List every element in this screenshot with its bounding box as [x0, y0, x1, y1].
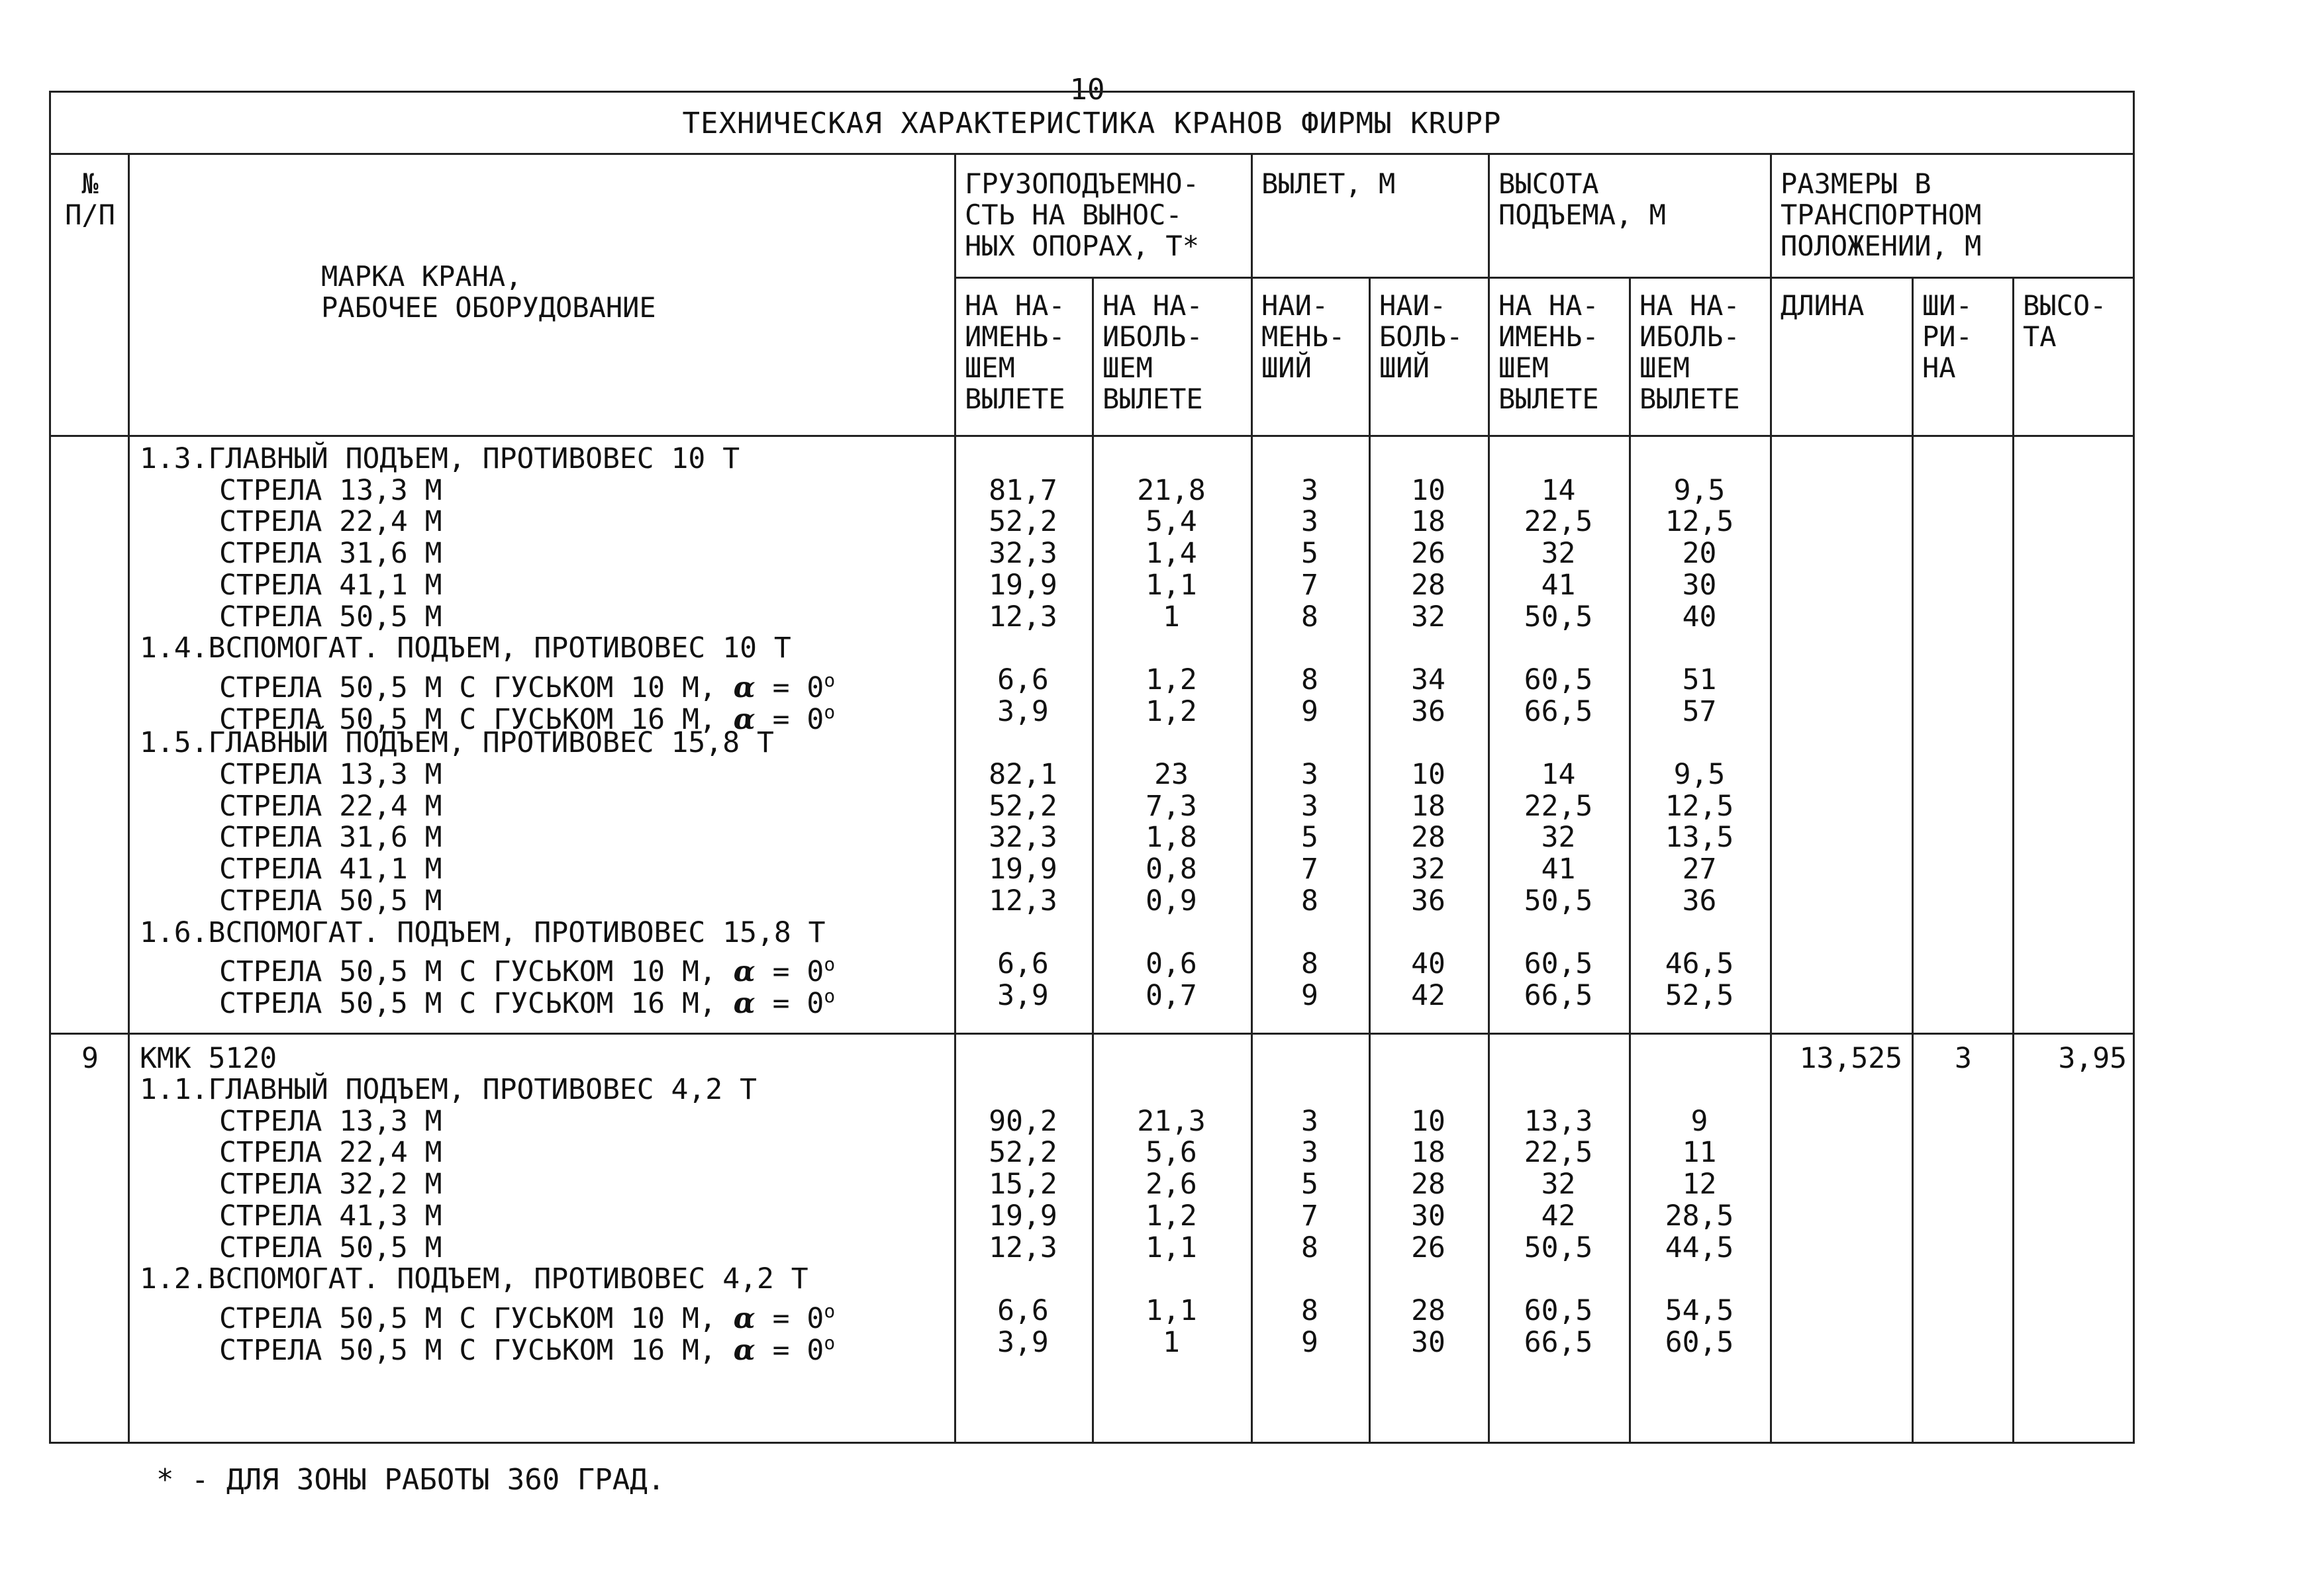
header-cap-max: НА НА- ИБОЛЬ- ШЕМ ВЫЛЕТЕ: [1102, 289, 1203, 415]
table-cell: 19,9: [989, 568, 1057, 602]
angle-value: = 0: [772, 671, 824, 704]
row-label: СТРЕЛА 31,6 М: [219, 537, 442, 571]
table-cell: 9: [1301, 978, 1318, 1012]
table-cell: 7,3: [1146, 789, 1197, 823]
page-number: 10: [1048, 71, 1127, 109]
header-dims: РАЗМЕРЫ В ТРАНСПОРТНОМ ПОЛОЖЕНИИ, М: [1781, 167, 1982, 262]
row-label: СТРЕЛА 50,5 М: [219, 1231, 442, 1264]
table-cell: 7: [1301, 568, 1318, 602]
table-title: ТЕХНИЧЕСКАЯ ХАРАКТЕРИСТИКА КРАНОВ ФИРМЫ KRUPP: [51, 93, 2133, 155]
table-cell: 3: [1301, 473, 1318, 507]
table-row: [140, 538, 442, 570]
table-cell: 22,5: [1524, 789, 1593, 823]
spec-table: [49, 91, 2135, 1444]
table-cell: 3,9: [997, 1325, 1049, 1359]
table-row: [140, 506, 442, 538]
table-cell: 1,8: [1146, 821, 1197, 855]
table-cell: 13,5: [1665, 821, 1734, 855]
table-cell: 23: [1154, 758, 1189, 791]
col-divider: [2012, 277, 2014, 1444]
degree-icon: o: [824, 669, 836, 691]
table-cell: 14: [1541, 758, 1576, 791]
footnote: * - ДЛЯ ЗОНЫ РАБОТЫ 360 ГРАД.: [156, 1463, 665, 1497]
table-cell: 82,1: [989, 758, 1057, 791]
table-cell: 1: [1163, 600, 1180, 634]
table-cell: 41: [1541, 853, 1576, 886]
table-cell: 36: [1682, 884, 1717, 917]
table-cell: 21,3: [1137, 1104, 1206, 1138]
table-cell: 19,9: [989, 1199, 1057, 1233]
header-number: № П/П: [65, 167, 115, 231]
table-cell: 10: [1411, 758, 1445, 791]
table-cell: 8: [1301, 884, 1318, 917]
table-cell: 30: [1411, 1325, 1445, 1359]
table-row: [140, 696, 836, 736]
table-row: [140, 1169, 442, 1201]
alpha-angle-symbol: α: [733, 671, 756, 704]
table-cell: 0,9: [1146, 884, 1197, 917]
table-cell: 1,1: [1146, 568, 1197, 602]
table-cell: 9: [1301, 694, 1318, 728]
table-row: [140, 886, 442, 917]
row-label: СТРЕЛА 41,1 М: [219, 853, 442, 886]
table-cell: 9,5: [1673, 758, 1726, 791]
table-cell: 32: [1411, 600, 1445, 634]
header-reach-min: НАИ- МЕНЬ- ШИЙ: [1261, 289, 1345, 384]
table-cell: 34: [1411, 663, 1445, 696]
row-label: СТРЕЛА 50,5 М С ГУСЬКОМ 16 М,: [219, 1333, 734, 1367]
table-cell: 41: [1541, 568, 1576, 602]
table-cell: 2,6: [1146, 1168, 1197, 1201]
angle-value: = 0: [772, 955, 824, 989]
angle-value: = 0: [772, 1333, 824, 1367]
table-cell: 3,9: [997, 978, 1049, 1012]
col-divider: [128, 155, 130, 1444]
row-label: СТРЕЛА 50,5 М: [219, 884, 442, 917]
header-capacity: ГРУЗОПОДЪЕМНО- СТЬ НА ВЫНОС- НЫХ ОПОРАХ, Т*: [965, 167, 1200, 262]
table-cell: 10: [1411, 1104, 1445, 1138]
table-cell: 6,6: [997, 663, 1049, 696]
section-rule: [51, 1033, 2135, 1035]
header-bottom-rule: [51, 435, 2135, 437]
table-cell: 9: [1690, 1104, 1708, 1138]
row-label: СТРЕЛА 13,3 М: [219, 473, 442, 507]
table-cell: 54,5: [1665, 1293, 1734, 1327]
table-cell: 66,5: [1524, 694, 1593, 728]
table-cell: 20: [1682, 537, 1717, 571]
table-row: [140, 1264, 808, 1295]
header-height-min: НА НА- ИМЕНЬ- ШЕМ ВЫЛЕТЕ: [1498, 289, 1599, 415]
table-row: [140, 917, 826, 949]
table-cell: 3: [1301, 758, 1318, 791]
table-cell: 1,1: [1146, 1293, 1197, 1327]
table-cell: 6,6: [997, 947, 1049, 981]
table-cell: 3: [1301, 789, 1318, 823]
table-cell: 30: [1411, 1199, 1445, 1233]
table-cell: 32: [1411, 853, 1445, 886]
table-cell: 66,5: [1524, 1325, 1593, 1359]
table-cell: 18: [1411, 789, 1445, 823]
table-cell: 5,6: [1146, 1136, 1197, 1170]
table-cell: 8: [1301, 1231, 1318, 1264]
table-cell: 9: [1301, 1325, 1318, 1359]
table-row: [140, 1201, 442, 1233]
table-cell: 32: [1541, 1168, 1576, 1201]
table-cell: 8: [1301, 1293, 1318, 1327]
table-cell: 52,2: [989, 1136, 1057, 1170]
angle-value: = 0: [772, 1301, 824, 1335]
row-label: СТРЕЛА 32,2 М: [219, 1168, 442, 1201]
alpha-angle-symbol: α: [733, 986, 756, 1020]
alpha-angle-symbol: α: [733, 955, 756, 989]
crane-model: КМК 5120: [140, 1042, 277, 1075]
degree-icon: o: [824, 1331, 836, 1354]
table-cell: 27: [1682, 853, 1717, 886]
table-cell: 0,6: [1146, 947, 1197, 981]
row-label: 1.6.ВСПОМОГАТ. ПОДЪЕМ, ПРОТИВОВЕС 15,8 Т: [140, 915, 826, 949]
angle-value: = 0: [772, 702, 824, 736]
header-height: ВЫСОТА ПОДЪЕМА, М: [1498, 167, 1666, 231]
table-cell: 12,3: [989, 1231, 1057, 1264]
table-cell: 66,5: [1524, 978, 1593, 1012]
table-row: [140, 949, 836, 989]
table-cell: 3: [1301, 505, 1318, 539]
degree-icon: o: [824, 953, 836, 976]
table-cell: 28: [1411, 568, 1445, 602]
table-cell: 7: [1301, 1199, 1318, 1233]
dim-width: 3: [1955, 1042, 1972, 1075]
table-cell: 5: [1301, 821, 1318, 855]
row-label: СТРЕЛА 50,5 М С ГУСЬКОМ 10 М,: [219, 1301, 734, 1335]
table-cell: 40: [1682, 600, 1717, 634]
table-cell: 28,5: [1665, 1199, 1734, 1233]
table-cell: 42: [1411, 978, 1445, 1012]
table-row: [140, 475, 442, 507]
row-label: 1.3.ГЛАВНЫЙ ПОДЪЕМ, ПРОТИВОВЕС 10 Т: [140, 442, 740, 475]
table-row: [140, 633, 791, 665]
table-cell: 1,1: [1146, 1231, 1197, 1264]
degree-icon: o: [824, 984, 836, 1007]
table-cell: 32: [1541, 821, 1576, 855]
alpha-angle-symbol: α: [733, 1301, 756, 1335]
table-cell: 22,5: [1524, 505, 1593, 539]
table-cell: 3: [1301, 1104, 1318, 1138]
table-row: [140, 1106, 442, 1138]
table-cell: 7: [1301, 853, 1318, 886]
table-cell: 50,5: [1524, 884, 1593, 917]
table-cell: 8: [1301, 600, 1318, 634]
row-label: 1.4.ВСПОМОГАТ. ПОДЪЕМ, ПРОТИВОВЕС 10 Т: [140, 632, 791, 665]
dim-length: 13,525: [1799, 1042, 1902, 1075]
table-cell: 57: [1682, 694, 1717, 728]
table-cell: 50,5: [1524, 1231, 1593, 1264]
row-label: СТРЕЛА 50,5 М С ГУСЬКОМ 16 М,: [219, 702, 734, 736]
table-cell: 32,3: [989, 821, 1057, 855]
table-cell: 52,2: [989, 505, 1057, 539]
degree-icon: o: [824, 700, 836, 723]
table-cell: 36: [1411, 884, 1445, 917]
table-cell: 9,5: [1673, 473, 1726, 507]
row-label: 1.1.ГЛАВНЫЙ ПОДЪЕМ, ПРОТИВОВЕС 4,2 Т: [140, 1073, 757, 1106]
table-row: [140, 1295, 836, 1335]
table-cell: 6,6: [997, 1293, 1049, 1327]
table-cell: 52,2: [989, 789, 1057, 823]
row-label: СТРЕЛА 22,4 М: [219, 789, 442, 823]
row-label: 1.5.ГЛАВНЫЙ ПОДЪЕМ, ПРОТИВОВЕС 15,8 Т: [140, 726, 774, 760]
table-cell: 12,3: [989, 600, 1057, 634]
dim-height: 3,95: [2058, 1042, 2127, 1075]
header-width: ШИ- РИ- НА: [1922, 289, 1973, 384]
header-reach-max: НАИ- БОЛЬ- ШИЙ: [1379, 289, 1463, 384]
row-number: 9: [81, 1042, 99, 1075]
row-label: СТРЕЛА 13,3 М: [219, 758, 442, 791]
table-row: [140, 1074, 757, 1106]
table-cell: 30: [1682, 568, 1717, 602]
table-cell: 3,9: [997, 694, 1049, 728]
table-cell: 60,5: [1524, 1293, 1593, 1327]
table-cell: 26: [1411, 1231, 1445, 1264]
row-label: 1.2.ВСПОМОГАТ. ПОДЪЕМ, ПРОТИВОВЕС 4,2 Т: [140, 1262, 808, 1296]
table-cell: 14: [1541, 473, 1576, 507]
table-cell: 19,9: [989, 853, 1057, 886]
subheader-rule: [954, 277, 2135, 279]
table-cell: 1,4: [1146, 537, 1197, 571]
header-cap-min: НА НА- ИМЕНЬ- ШЕМ ВЫЛЕТЕ: [965, 289, 1065, 415]
row-label: СТРЕЛА 22,4 М: [219, 1136, 442, 1170]
table-row: [140, 759, 442, 791]
degree-icon: o: [824, 1299, 836, 1322]
row-label: СТРЕЛА 50,5 М С ГУСЬКОМ 10 М,: [219, 955, 734, 989]
table-cell: 28: [1411, 1168, 1445, 1201]
table-cell: 0,8: [1146, 853, 1197, 886]
header-reach: ВЫЛЕТ, М: [1261, 167, 1396, 200]
table-cell: 26: [1411, 537, 1445, 571]
table-cell: 21,8: [1137, 473, 1206, 507]
table-cell: 1: [1163, 1325, 1180, 1359]
table-cell: 52,5: [1665, 978, 1734, 1012]
table-cell: 18: [1411, 1136, 1445, 1170]
table-cell: 44,5: [1665, 1231, 1734, 1264]
table-cell: 1,2: [1146, 694, 1197, 728]
table-cell: 12,5: [1665, 505, 1734, 539]
row-label: СТРЕЛА 50,5 М С ГУСЬКОМ 10 М,: [219, 671, 734, 704]
table-cell: 50,5: [1524, 600, 1593, 634]
table-cell: 1,2: [1146, 663, 1197, 696]
table-cell: 51: [1682, 663, 1717, 696]
table-cell: 12,5: [1665, 789, 1734, 823]
header-brand: МАРКА КРАНА, РАБОЧЕЕ ОБОРУДОВАНИЕ: [321, 260, 656, 324]
table-cell: 0,7: [1146, 978, 1197, 1012]
table-row: [140, 854, 442, 886]
table-cell: 60,5: [1524, 663, 1593, 696]
table-row: [140, 444, 740, 475]
table-cell: 13,3: [1524, 1104, 1593, 1138]
header-dim-height: ВЫСО- ТА: [2023, 289, 2107, 353]
table-cell: 40: [1411, 947, 1445, 981]
table-cell: 1,2: [1146, 1199, 1197, 1233]
table-cell: 11: [1682, 1136, 1717, 1170]
table-row: [140, 1233, 442, 1264]
table-cell: 42: [1541, 1199, 1576, 1233]
alpha-angle-symbol: α: [733, 702, 756, 736]
table-cell: 36: [1411, 694, 1445, 728]
row-label: СТРЕЛА 41,3 М: [219, 1199, 442, 1233]
table-row: [140, 728, 774, 759]
col-divider: [1770, 155, 1772, 1444]
header-height-max: НА НА- ИБОЛЬ- ШЕМ ВЫЛЕТЕ: [1639, 289, 1740, 415]
row-label: СТРЕЛА 22,4 М: [219, 505, 442, 539]
table-cell: 12: [1682, 1168, 1717, 1201]
table-cell: 8: [1301, 947, 1318, 981]
table-row: [140, 602, 442, 634]
table-cell: 32,3: [989, 537, 1057, 571]
table-row: [140, 1137, 442, 1169]
table-cell: 12,3: [989, 884, 1057, 917]
table-row: [140, 791, 442, 823]
table-row: [140, 1327, 836, 1367]
table-cell: 22,5: [1524, 1136, 1593, 1170]
table-cell: 28: [1411, 821, 1445, 855]
table-row: [140, 570, 442, 602]
col-divider: [1912, 277, 1914, 1444]
table-cell: 5: [1301, 1168, 1318, 1201]
row-label: СТРЕЛА 50,5 М: [219, 600, 442, 634]
table-cell: 46,5: [1665, 947, 1734, 981]
table-row: [140, 822, 442, 854]
table-cell: 81,7: [989, 473, 1057, 507]
header-length: ДЛИНА: [1781, 289, 1865, 322]
table-cell: 5,4: [1146, 505, 1197, 539]
table-cell: 8: [1301, 663, 1318, 696]
row-label: СТРЕЛА 13,3 М: [219, 1104, 442, 1138]
table-cell: 10: [1411, 473, 1445, 507]
table-row: [140, 980, 836, 1020]
table-cell: 90,2: [989, 1104, 1057, 1138]
table-row: [140, 665, 836, 704]
row-label: СТРЕЛА 50,5 М С ГУСЬКОМ 16 М,: [219, 986, 734, 1020]
table-cell: 3: [1301, 1136, 1318, 1170]
alpha-angle-symbol: α: [733, 1333, 756, 1367]
table-cell: 60,5: [1524, 947, 1593, 981]
angle-value: = 0: [772, 986, 824, 1020]
row-label: СТРЕЛА 31,6 М: [219, 821, 442, 855]
table-cell: 28: [1411, 1293, 1445, 1327]
table-cell: 32: [1541, 537, 1576, 571]
table-cell: 18: [1411, 505, 1445, 539]
table-cell: 5: [1301, 537, 1318, 571]
row-label: СТРЕЛА 41,1 М: [219, 568, 442, 602]
table-cell: 15,2: [989, 1168, 1057, 1201]
table-cell: 60,5: [1665, 1325, 1734, 1359]
